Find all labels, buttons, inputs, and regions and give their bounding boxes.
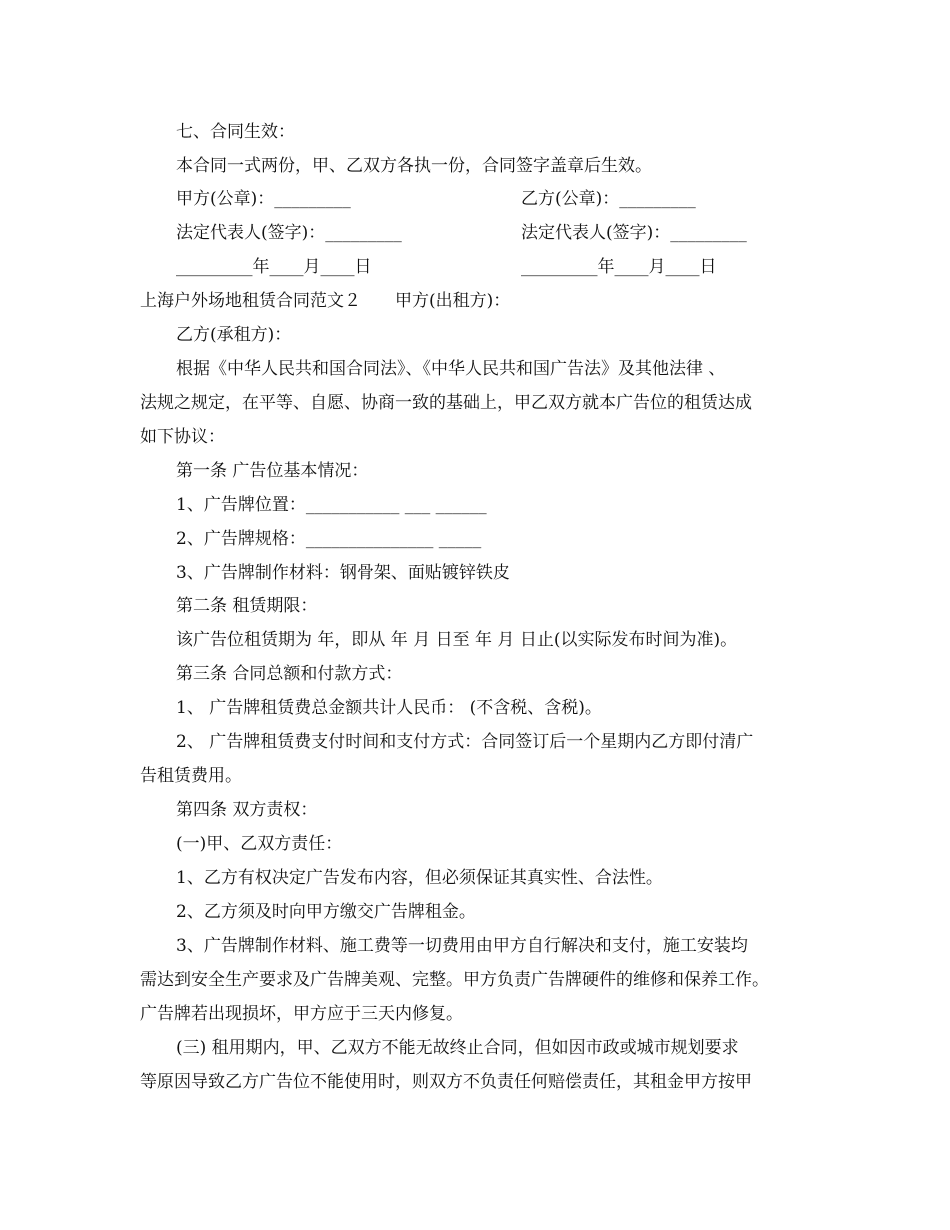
party-a-seal-line: 甲方(公章)：_________ [176, 189, 351, 209]
paragraph: 广告牌若出现损坏，甲方应于三天内修复。 [140, 1004, 463, 1024]
list-item: 3、广告牌制作材料、施工费等一切费用由甲方自行解决和支付，施工安装均 [176, 936, 748, 956]
article-heading-2: 第二条 租赁期限： [176, 596, 318, 616]
paragraph: 等原因导致乙方广告位不能使用时，则双方不负责任何赔偿责任，其租金甲方按甲 [140, 1072, 752, 1092]
party-b-representative-line: 法定代表人(签字)：_________ [521, 223, 747, 243]
section-heading-effective: 七、合同生效： [176, 122, 295, 142]
article-heading-4: 第四条 双方责权： [176, 800, 318, 820]
list-item: 2、广告牌规格：_______________ _____ [176, 529, 482, 549]
paragraph: 需达到安全生产要求及广告牌美观、完整。甲方负责广告牌硬件的维修和保养工作。 [140, 970, 769, 990]
list-item: 1、 广告牌租赁费总金额共计人民币： (不含税、含税)。 [176, 698, 602, 718]
document-title-line: 上海户外场地租赁合同范文２ 甲方(出租方)： [140, 291, 511, 311]
paragraph: 根据《中华人民共和国合同法》、《中华人民共和国广告法》及其他法律 、 [176, 359, 726, 379]
paragraph: 如下协议： [140, 427, 225, 447]
list-item: 3、广告牌制作材料：钢骨架、面贴镀锌铁皮 [176, 563, 510, 583]
paragraph: (三) 租用期内，甲、乙双方不能无故终止合同，但如因市政或城市规划要求 [176, 1038, 739, 1058]
list-item: 2、 广告牌租赁费支付时间和支付方式：合同签订后一个星期内乙方即付清广 [176, 732, 754, 752]
paragraph: 该广告位租赁期为 年，即从 年 月 日至 年 月 日止(以实际发布时间为准)。 [176, 630, 738, 650]
paragraph: 告租赁费用。 [140, 766, 242, 786]
subsection-heading: (一)甲、乙双方责任： [176, 834, 343, 854]
paragraph: 本合同一式两份，甲、乙双方各执一份，合同签字盖章后生效。 [176, 156, 652, 176]
party-b-label: 乙方(承租方)： [176, 325, 292, 345]
list-item: 1、广告牌位置：___________ ___ ______ [176, 495, 487, 515]
party-b-seal-line: 乙方(公章)：_________ [521, 189, 696, 209]
article-heading-1: 第一条 广告位基本情况： [176, 461, 369, 481]
list-item: 1、乙方有权决定广告发布内容，但必须保证其真实性、合法性。 [176, 868, 663, 888]
party-a-date-line: _________年____月____日 [176, 257, 372, 277]
list-item: 2、乙方须及时向甲方缴交广告牌租金。 [176, 902, 476, 922]
paragraph: 法规之规定，在平等、自愿、协商一致的基础上，甲乙双方就本广告位的租赁达成 [140, 393, 752, 413]
party-a-representative-line: 法定代表人(签字)：_________ [176, 223, 402, 243]
party-b-date-line: _________年____月____日 [521, 257, 717, 277]
article-heading-3: 第三条 合同总额和付款方式： [176, 664, 403, 684]
